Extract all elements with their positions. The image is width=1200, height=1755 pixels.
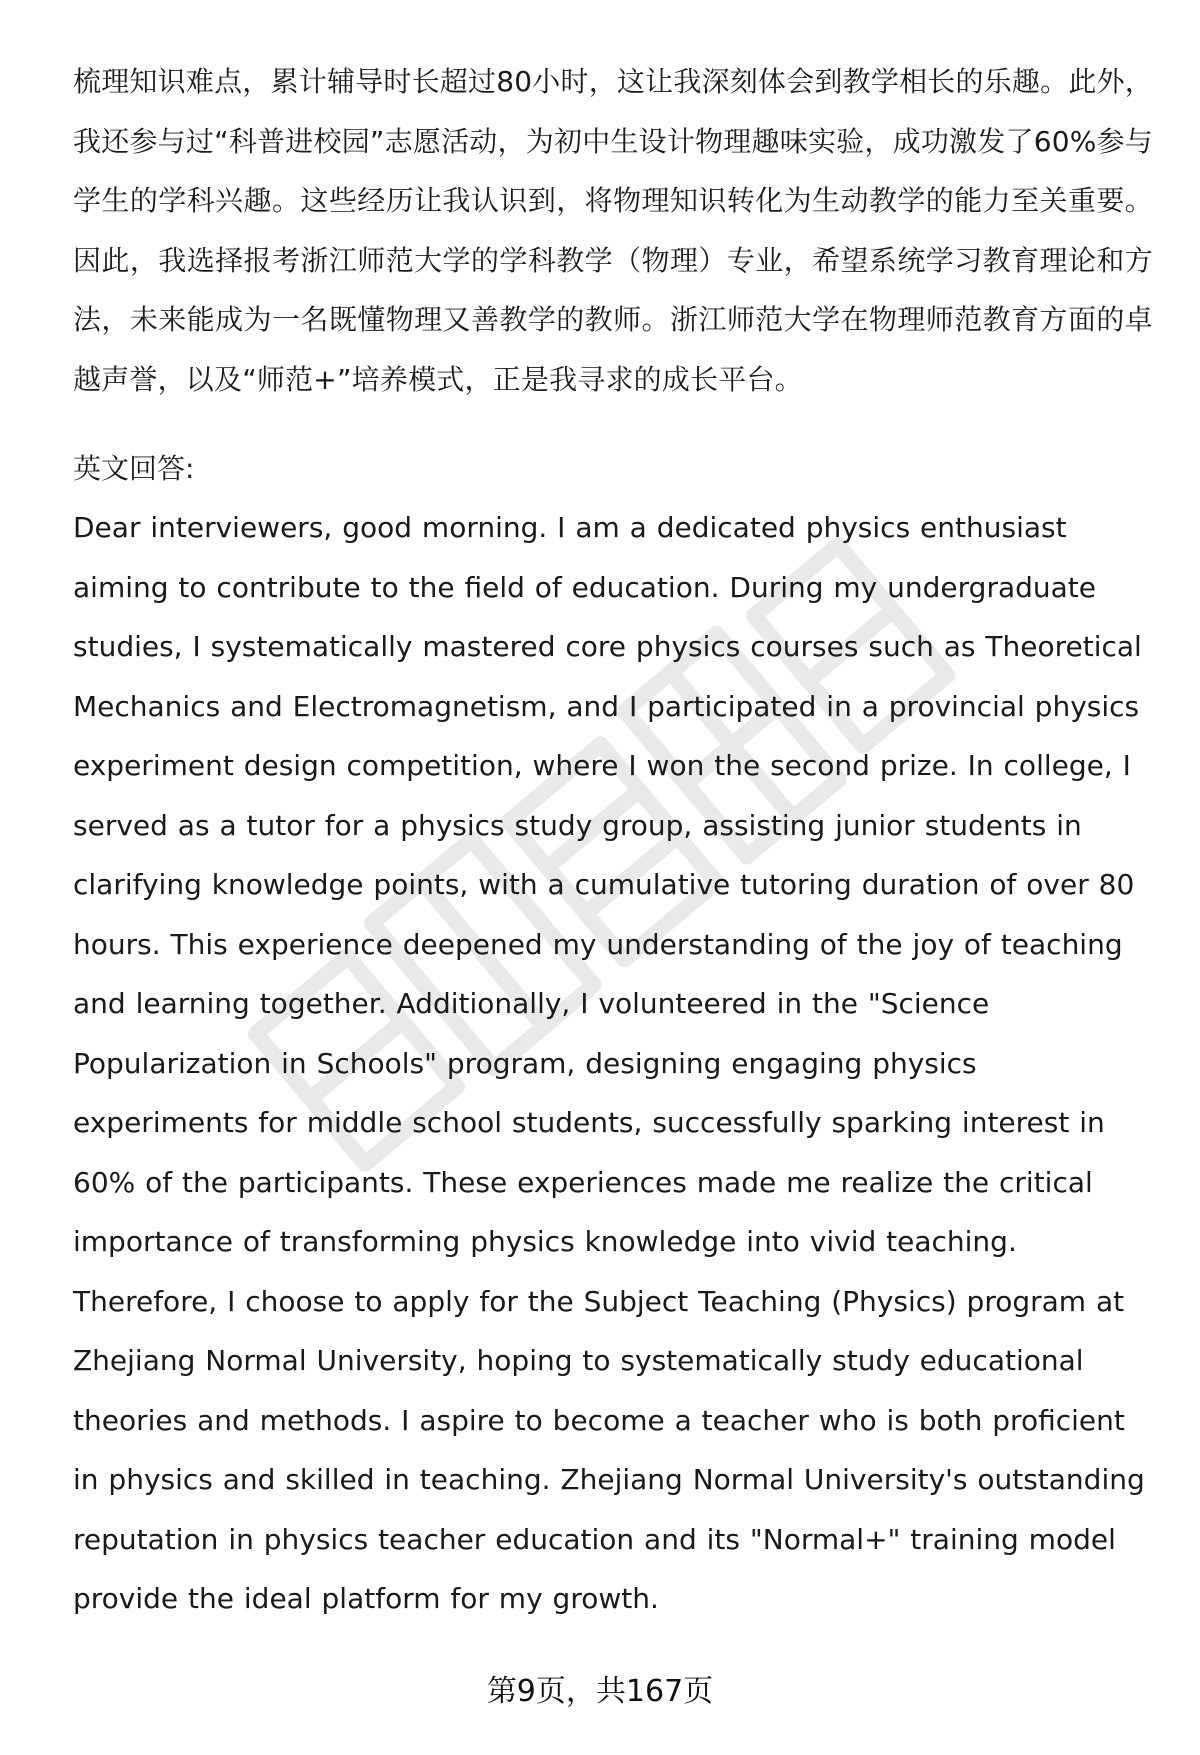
page-number-footer: 第9页，共167页: [486, 1674, 714, 1709]
english-answer-label: 英文回答:: [73, 452, 195, 485]
document-body: [73, 52, 1153, 1629]
english-answer-paragraph: Dear interviewers, good morning. I am a dedicated physics enthusiast aiming to contribute to the field of education. During my undergraduate studies, I systematically mastered core physics courses such as Theoretical Mechanics and Electromagnetism, and I participated in a provincial physics experiment design competition, where I won the second prize. In college, I served as a tutor for a physics study group, assisting junior students in clarifying knowledge points, with a cumulative tutoring duration of over 80 hours. This experience deepened my understanding of the joy of teaching and learning together. Additionally, I volunteered in the "Science Popularization in Schools" program, designing engaging physics experiments for middle school students, successfully sparking interest in 60% of the participants. These experiences made me realize the critical importance of transforming physics knowledge into vivid teaching. Therefore, I choose to apply for the Subject Teaching (Physics) program at Zhejiang Normal University, hoping to systematically study educational theories and methods. I aspire to become a teacher who is both proficient in physics and skilled in teaching. Zhejiang Normal University's outstanding reputation in physics teacher education and its "Normal+" training model provide the ideal platform for my growth.: [73, 511, 1145, 1615]
chinese-answer-paragraph: 梳理知识难点，累计辅导时长超过80小时，这让我深刻体会到教学相长的乐趣。此外，我还参与过“科普进校园”志愿活动，为初中生设计物理趣味实验，成功激发了60%参与学生的学科兴趣。这些经历让我认识到，将物理知识转化为生动教学的能力至关重要。因此，我选择报考浙江师范大学的学科教学（物理）专业，希望系统学习教育理论和方法，未来能成为一名既懂物理又善教学的教师。浙江师范大学在物理师范教育方面的卓越声誉，以及“师范+”培养模式，正是我寻求的成长平台。: [73, 65, 1153, 396]
